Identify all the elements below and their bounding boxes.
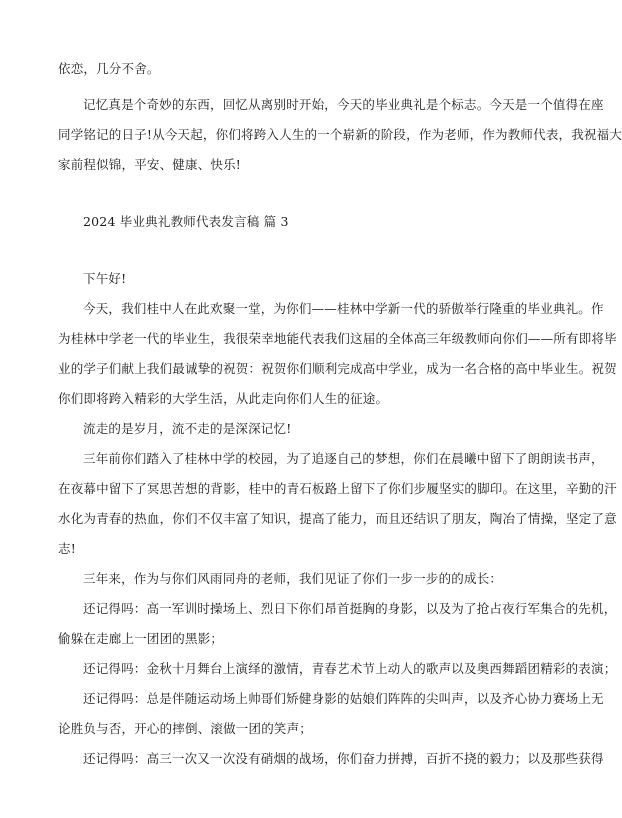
text-line: 还记得吗：高三一次又一次没有硝烟的战场，你们奋力拼搏，百折不挠的毅力；以及那些获得 bbox=[83, 751, 604, 766]
text-line: 在夜幕中留下了冥思苦想的背影，桂中的青石板路上留下了你们步履坚实的脚印。在这里，辛勤的汗 bbox=[58, 481, 617, 496]
text-line: 还记得吗：高一军训时操场上、烈日下你们昂首挺胸的身影，以及为了抢占夜行军集合的先机， bbox=[83, 601, 617, 616]
line-spacer bbox=[58, 178, 548, 209]
text-line: 依恋，几分不舍。 bbox=[58, 61, 160, 76]
text-line: 业的学子们献上我们最诚挚的祝贺：祝贺你们顺利完成高中学业，成为一名合格的高中毕业生。祝贺 bbox=[58, 361, 617, 376]
text-line: 同学铭记的日子!从今天起，你们将跨入人生的一个崭新的阶段，作为老师，作为教师代表，我祝福大 bbox=[58, 127, 622, 142]
text-line: 记忆真是个奇妙的东西，回忆从离别时开始，今天的毕业典礼是个标志。今天是一个值得在座 bbox=[83, 97, 604, 112]
text-line: 志! bbox=[58, 541, 76, 556]
line-spacer bbox=[58, 82, 548, 92]
section-title: 2024 毕业典礼教师代表发言稿 篇 3 bbox=[83, 214, 289, 229]
text-line: 为桂林中学老一代的毕业生，我很荣幸地能代表我们这届的全体高三年级教师向你们——所有即将毕 bbox=[58, 331, 617, 346]
text-line: 你们即将跨入精彩的大学生活，从此走向你们人生的征途。 bbox=[58, 391, 389, 406]
text-line: 还记得吗：总是伴随运动场上帅哥们矫健身影的姑娘们阵阵的尖叫声，以及齐心协力赛场上无 bbox=[83, 691, 604, 706]
text-line: 还记得吗：金秋十月舞台上演绎的激情，青春艺术节上动人的歌声以及奥西舞蹈团精彩的表演； bbox=[83, 661, 617, 676]
text-line: 家前程似锦，平安、健康、快乐! bbox=[58, 157, 242, 172]
document-page bbox=[58, 56, 622, 772]
text-line: 下午好! bbox=[83, 271, 127, 286]
text-line: 三年来，作为与你们风雨同舟的老师，我们见证了你们一步一步的的成长： bbox=[83, 571, 503, 586]
text-line: 今天，我们桂中人在此欢聚一堂，为你们——桂林中学新一代的骄傲举行隆重的毕业典礼。作 bbox=[83, 301, 604, 316]
line-spacer bbox=[58, 235, 548, 266]
text-line: 流走的是岁月，流不走的是深深记忆! bbox=[83, 421, 292, 436]
text-line: 三年前你们踏入了桂林中学的校园，为了追逐自己的梦想，你们在晨曦中留下了朗朗读书声， bbox=[83, 451, 604, 466]
text-line: 论胜负与否，开心的摔倒、滚做一团的笑声； bbox=[58, 721, 313, 736]
text-line: 偷躲在走廊上一团团的黑影； bbox=[58, 631, 224, 646]
text-line: 水化为青春的热血，你们不仅丰富了知识，提高了能力，而且还结识了朋友，陶冶了情操，坚定了意 bbox=[58, 511, 617, 526]
